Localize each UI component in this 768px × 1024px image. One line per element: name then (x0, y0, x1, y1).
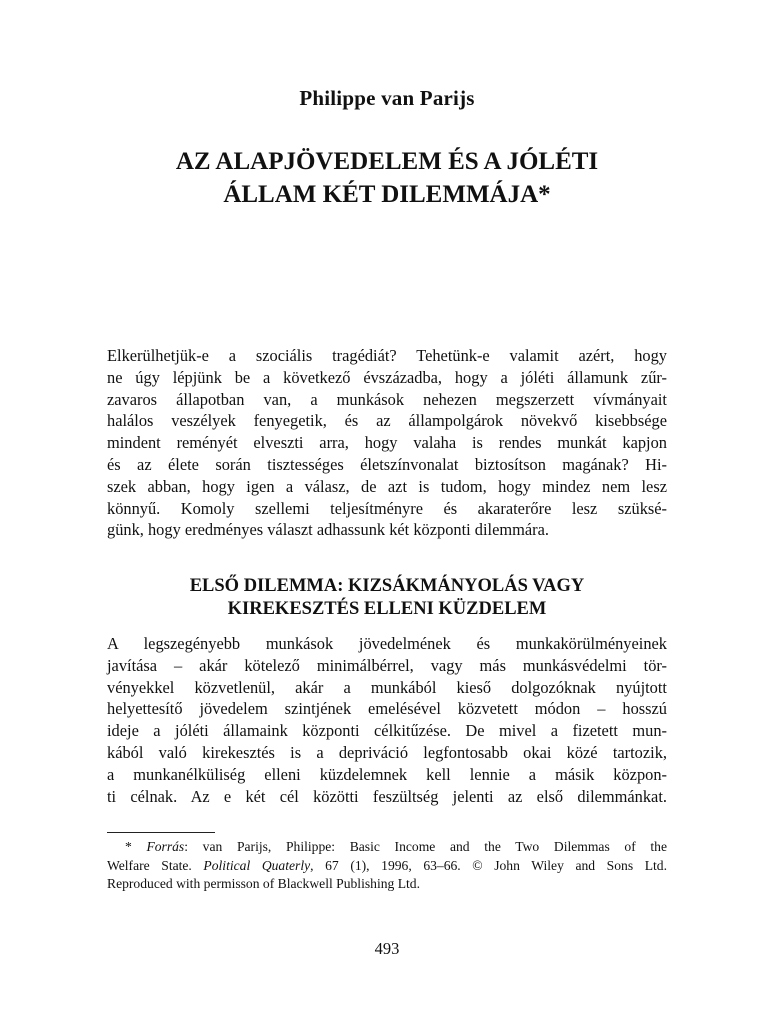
footnote-line (107, 857, 667, 876)
text-line: ne úgy lépjünk be a következő évszázadba, hogy a jóléti államunk zűr- (107, 367, 667, 387)
journal-name: Political Quaterly (203, 857, 311, 873)
text-line: javítása – akár kötelező minimálbérrel, vagy más munkásvédelmi tör- (107, 655, 667, 675)
text-line: ti célnak. Az e két cél közötti feszültség jelenti az első dilemmánkat. (107, 786, 667, 806)
text-line: helyettesítő jövedelem szintjének emelésével közvetett módon – hosszú (107, 699, 667, 719)
text-line: mindent reményét elveszti arra, hogy valaha is rendes munkát kapjon (107, 433, 667, 453)
page-number: 493 (374, 939, 400, 958)
article-title (107, 145, 667, 211)
text-line: A legszegényebb munkások jövedelmének és munkakörülményeinek (107, 634, 667, 653)
text-line: és az élete során tisztességes életszínvonalat biztosítson magának? Hi- (107, 454, 667, 474)
section-heading (107, 575, 667, 621)
body-paragraph (107, 633, 667, 807)
heading-line: ELSŐ DILEMMA: KIZSÁKMÁNYOLÁS VAGY (189, 576, 585, 596)
document-page (107, 0, 667, 1024)
text-line: günk, hogy eredményes választ adhassunk két központi dilemmára. (107, 520, 549, 540)
text-line: ideje a jóléti államaink központi célkitűzése. De mivel a fizetett mun- (107, 721, 667, 741)
author-name: Philippe van Parijs (299, 86, 475, 110)
footnote (107, 838, 667, 894)
intro-paragraph (107, 345, 667, 541)
footnote-divider (107, 832, 215, 833)
text-line: vényekkel közvetlenül, akár a munkából kieső dolgozóknak nyújtott (107, 677, 667, 697)
text-line: a munkanélküliség elleni küzdelemnek kell lennie a másik közpon- (107, 764, 667, 784)
text-line: Elkerülhetjük-e a szociális tragédiát? Tehetünk-e valamit azért, hogy (107, 346, 667, 365)
footnote-text: , 67 (1), 1996, 63–66. © John Wiley and Sons Ltd. (310, 857, 667, 873)
footnote-marker: * (125, 839, 147, 854)
text-line: zavaros állapotban van, a munkások nehezen megszerzett vívmányait (107, 389, 667, 409)
heading-line: KIREKESZTÉS ELLENI KÜZDELEM (227, 599, 547, 619)
text-line: kából való kirekesztés is a depriváció legfontosabb okai közé tartozik, (107, 742, 667, 762)
footnote-text: : van Parijs, Philippe: Basic Income and the Two Dilemmas of the (184, 839, 667, 854)
footnote-line (107, 838, 667, 857)
title-line: AZ ALAPJÖVEDELEM ÉS A JÓLÉTI (175, 148, 599, 175)
footnote-label: Forrás (146, 839, 185, 854)
text-line: halálos veszélyek fenyegetik, és az állampolgárok növekvő kisebbsége (107, 411, 667, 431)
footnote-line: Reproduced with permisson of Blackwell Publishing Ltd. (107, 876, 420, 891)
text-line: szek abban, hogy igen a válasz, de azt is tudom, hogy mindez nem lesz (107, 476, 667, 496)
footnote-text: Welfare State. (107, 857, 204, 873)
title-line: ÁLLAM KÉT DILEMMÁJA* (223, 181, 551, 208)
text-line: könnyű. Komoly szellemi teljesítményre és akaraterőre lesz szüksé- (107, 498, 667, 518)
